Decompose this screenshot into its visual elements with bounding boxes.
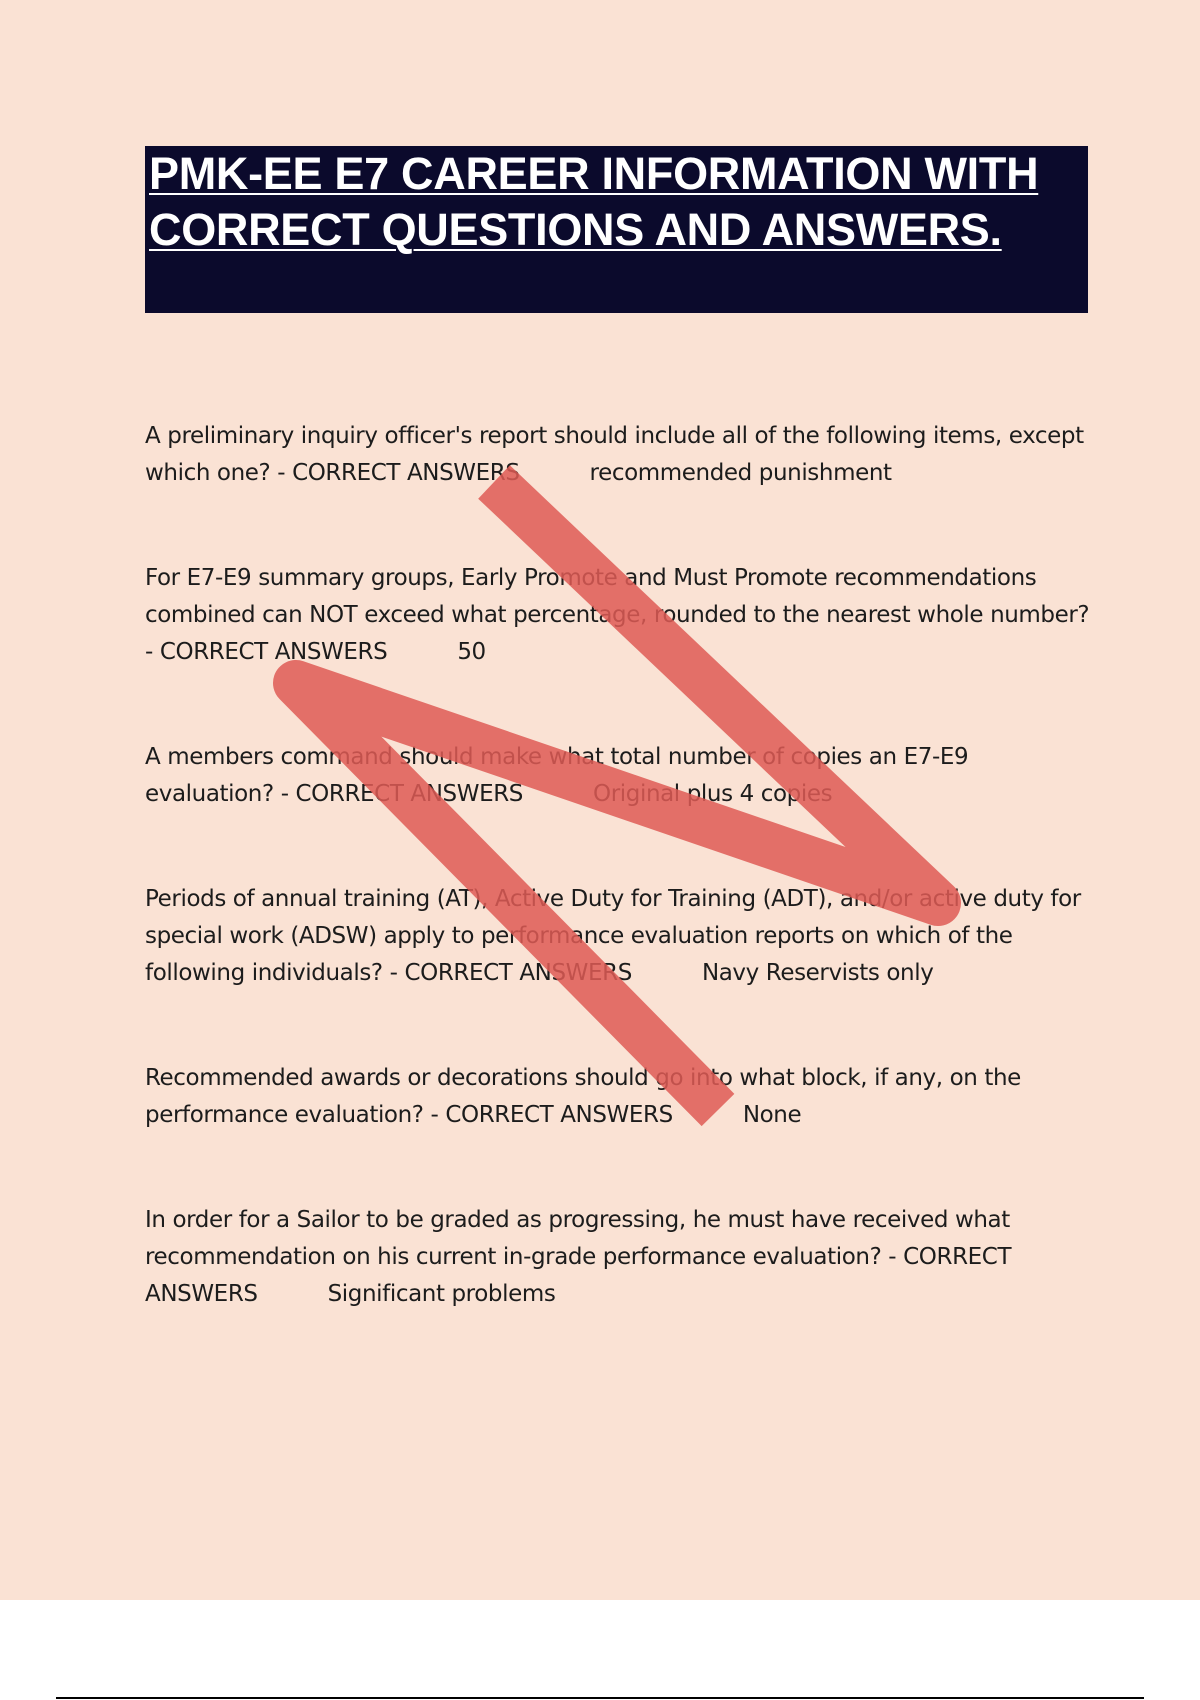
answer-label: CORRECT ANSWERS bbox=[295, 781, 523, 807]
answer-label: CORRECT ANSWERS bbox=[159, 639, 388, 665]
answer-label: CORRECT ANSWERS bbox=[445, 1102, 673, 1128]
footer-divider bbox=[56, 1697, 1144, 1699]
document-title: PMK-EE E7 CAREER INFORMATION WITH CORRECT QUESTIONS AND ANSWERS. bbox=[149, 148, 1039, 255]
answer-label: CORRECT ANSWERS bbox=[404, 960, 632, 986]
question-text: For E7-E9 summary groups, Early Promote and Must Promote recommendations combined can NOT exceed what percentage, rounded to the nearest whole number? - bbox=[145, 565, 1090, 665]
qa-item bbox=[145, 418, 1095, 492]
answer-text: Navy Reservists only bbox=[701, 960, 934, 986]
qa-item bbox=[145, 1060, 1095, 1134]
qa-item bbox=[145, 560, 1095, 671]
answer-text: Significant problems bbox=[327, 1281, 556, 1307]
question-text: A preliminary inquiry officer's report should include all of the following items, except which one? - bbox=[145, 423, 1084, 486]
qa-item bbox=[145, 1202, 1095, 1313]
title-banner bbox=[145, 146, 1088, 313]
question-text: In order for a Sailor to be graded as progressing, he must have received what recommendation on his current in-grade performance evaluation? - bbox=[145, 1207, 1010, 1270]
answer-text: Original plus 4 copies bbox=[593, 781, 833, 807]
qa-item bbox=[145, 739, 1095, 813]
answer-text: 50 bbox=[457, 639, 486, 665]
qa-item bbox=[145, 881, 1095, 992]
question-text: Recommended awards or decorations should go into what block, if any, on the performance evaluation? - bbox=[145, 1065, 1021, 1128]
answer-text: None bbox=[742, 1102, 802, 1128]
question-text: Periods of annual training (AT), Active Duty for Training (ADT), and/or active duty for special work (ADSW) apply to performance evaluation reports on which of the following individuals? - bbox=[145, 886, 1081, 986]
qa-list bbox=[145, 418, 1095, 1381]
question-text: A members command should make what total number of copies an E7-E9 evaluation? - bbox=[145, 744, 969, 807]
answer-label: CORRECT ANSWERS bbox=[292, 460, 520, 486]
answer-label: CORRECT ANSWERS bbox=[145, 1244, 1012, 1307]
answer-text: recommended punishment bbox=[589, 460, 892, 486]
